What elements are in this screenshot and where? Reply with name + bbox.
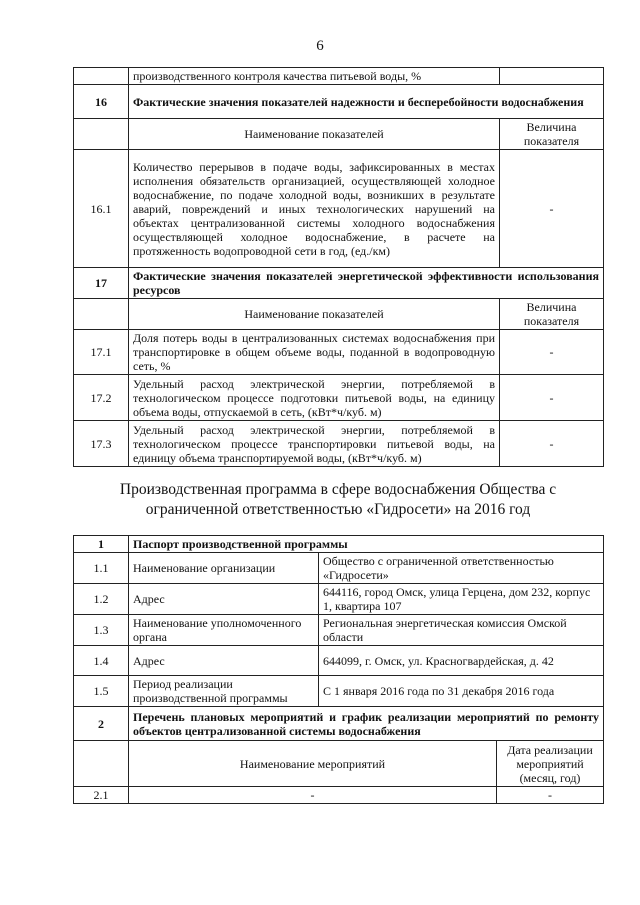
section-number: 2 <box>74 707 129 741</box>
section-title: Паспорт производственной программы <box>129 536 604 553</box>
section-header-row <box>74 536 604 553</box>
column-header-name: Наименование показателей <box>129 119 500 150</box>
section-header-row <box>74 85 604 119</box>
column-header-name: Наименование мероприятий <box>129 741 497 787</box>
table-row <box>74 375 604 421</box>
table-row <box>74 330 604 375</box>
table-row <box>74 553 604 584</box>
program-title: Производственная программа в сфере водоснабжения Общества с ограниченной ответственностью «Гидросети» на 2016 год <box>119 481 557 518</box>
column-header-row <box>74 299 604 330</box>
row-name: - <box>129 787 497 804</box>
row-number: 2.1 <box>74 787 129 804</box>
table-row <box>74 584 604 615</box>
row-label: Адрес <box>129 646 319 676</box>
row-value: - <box>500 375 604 421</box>
table-cell <box>74 68 129 85</box>
row-number: 1.1 <box>74 553 129 584</box>
page-number: 6 <box>316 38 324 54</box>
row-number: 16.1 <box>74 150 129 268</box>
section-title: Перечень плановых мероприятий и график реализации мероприятий по ремонту объектов централизованной системы водоснабжения <box>129 707 604 741</box>
section-header-row <box>74 707 604 741</box>
row-value: 644099, г. Омск, ул. Красногвардейская, д. 42 <box>319 646 604 676</box>
row-text: Количество перерывов в подаче воды, зафиксированных в местах исполнения обязательств организацией, осуществляющей холодное водоснабжение, по подаче холодной воды, возникших в результате аварий, повреждений и иных технологических нарушений на объектах централизованной системы холодного водоснабжения осуществляющей холодное водоснабжение, в расчете на протяженность водопроводной сети в год, (ед./км) <box>129 150 500 268</box>
row-date: - <box>497 787 604 804</box>
row-value: Региональная энергетическая комиссия Омской области <box>319 615 604 646</box>
row-text: Удельный расход электрической энергии, потребляемой в технологическом процессе транспортировки питьевой воды, на единицу объема транспортируемой воды, (кВт*ч/куб. м) <box>129 421 500 467</box>
row-number: 1.5 <box>74 676 129 707</box>
row-value: Общество с ограниченной ответственностью «Гидросети» <box>319 553 604 584</box>
row-number: 1.4 <box>74 646 129 676</box>
section-number: 17 <box>74 268 129 299</box>
row-value: С 1 января 2016 года по 31 декабря 2016 года <box>319 676 604 707</box>
program-table <box>73 535 604 804</box>
row-value: - <box>500 421 604 467</box>
row-label: Период реализации производственной программы <box>129 676 319 707</box>
section-title: Фактические значения показателей надежности и бесперебойности водоснабжения <box>129 85 604 119</box>
row-value: - <box>500 330 604 375</box>
row-label: Адрес <box>129 584 319 615</box>
section-number: 1 <box>74 536 129 553</box>
table-cell: производственного контроля качества питьевой воды, % <box>129 68 500 85</box>
table-cell <box>74 299 129 330</box>
section-number: 16 <box>74 85 129 119</box>
table-row <box>74 421 604 467</box>
row-value: - <box>500 150 604 268</box>
row-number: 17.3 <box>74 421 129 467</box>
row-number: 1.2 <box>74 584 129 615</box>
table-row <box>74 646 604 676</box>
row-number: 17.1 <box>74 330 129 375</box>
row-text: Доля потерь воды в централизованных системах водоснабжения при транспортировке в общем объеме воды, поданной в водопроводную сеть, % <box>129 330 500 375</box>
table-cell <box>74 119 129 150</box>
indicators-table <box>73 67 604 467</box>
table-row <box>74 676 604 707</box>
row-value: 644116, город Омск, улица Герцена, дом 232, корпус 1, квартира 107 <box>319 584 604 615</box>
section-header-row <box>74 268 604 299</box>
column-header-value: Величина показателя <box>500 119 604 150</box>
table-row <box>74 150 604 268</box>
table-row <box>74 787 604 804</box>
column-header-date: Дата реализации мероприятий (месяц, год) <box>497 741 604 787</box>
column-header-row <box>74 741 604 787</box>
section-title: Фактические значения показателей энергетической эффективности использования ресурсов <box>129 268 604 299</box>
table-cell <box>74 741 129 787</box>
row-number: 17.2 <box>74 375 129 421</box>
column-header-row <box>74 119 604 150</box>
column-header-value: Величина показателя <box>500 299 604 330</box>
row-number: 1.3 <box>74 615 129 646</box>
table-row <box>74 615 604 646</box>
table-row <box>74 68 604 85</box>
row-label: Наименование организации <box>129 553 319 584</box>
row-label: Наименование уполномоченного органа <box>129 615 319 646</box>
column-header-name: Наименование показателей <box>129 299 500 330</box>
table-cell <box>500 68 604 85</box>
row-text: Удельный расход электрической энергии, потребляемой в технологическом процессе подготовки питьевой воды, на единицу объема воды, отпускаемой в сеть, (кВт*ч/куб. м) <box>129 375 500 421</box>
